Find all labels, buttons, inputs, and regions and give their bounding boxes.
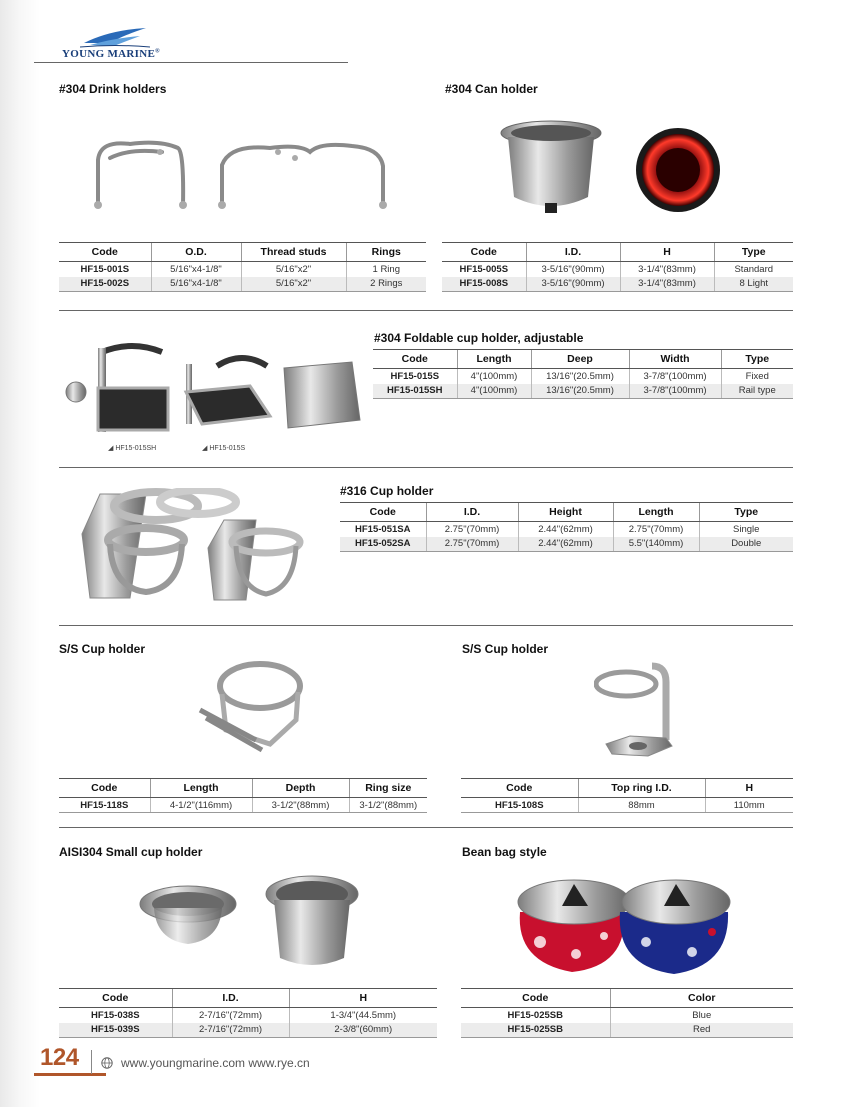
section-divider	[59, 827, 793, 828]
footer-accent-rule	[34, 1073, 106, 1076]
ss-cup-right-table: Code Top ring I.D. H HF15-108S 88mm 110mm	[461, 778, 793, 813]
col-od: O.D.	[151, 243, 241, 262]
section-title-bean-bag: Bean bag style	[462, 845, 547, 859]
foldable-table: Code Length Deep Width Type HF15-015S 4"(100mm) 13/16"(20.5mm) 3-7/8"(100mm) Fixed HF15-015SH 4"(100mm) 13/16"(20.5mm) 3-7/8"(100mm) Rail type	[373, 349, 793, 399]
ss-cup-left-table: Code Length Depth Ring size HF15-118S 4-1/2"(116mm) 3-1/2"(88mm) 3-1/2"(88mm)	[59, 778, 427, 813]
ss-cup-holder-ring-icon	[192, 660, 312, 760]
section-title-ss-cup-left: S/S Cup holder	[59, 642, 146, 656]
table-row: HF15-001S 5/16"x4-1/8" 5/16"x2" 1 Ring	[59, 262, 426, 277]
bean-bag-table: Code Color HF15-025SB Blue HF15-025SB Red	[461, 988, 793, 1038]
can-holder-table: Code I.D. H Type HF15-005S 3-5/16"(90mm) 3-1/4"(83mm) Standard HF15-008S 3-5/16"(90mm) 3-1/4"(83mm) 8 Light	[442, 242, 793, 292]
section-title-small-cup: AISI304 Small cup holder	[59, 845, 203, 859]
sailboat-logo-icon	[80, 26, 150, 48]
section-title-foldable: #304 Foldable cup holder, adjustable	[374, 331, 584, 345]
table-row: HF15-108S 88mm 110mm	[461, 798, 793, 813]
small-cup-table: Code I.D. H HF15-038S 2-7/16"(72mm) 1-3/4"(44.5mm) HF15-039S 2-7/16"(72mm) 2-3/8"(60mm)	[59, 988, 437, 1038]
table-row: HF15-038S 2-7/16"(72mm) 1-3/4"(44.5mm)	[59, 1008, 437, 1023]
table-row: HF15-039S 2-7/16"(72mm) 2-3/8"(60mm)	[59, 1023, 437, 1038]
cup316-table: Code I.D. Height Length Type HF15-051SA 2.75"(70mm) 2.44"(62mm) 2.75"(70mm) Single HF15-052SA 2.75"(70mm) 2.44"(62mm) 5.5"(140mm) Double	[340, 502, 793, 552]
section-title-cup316: #316 Cup holder	[340, 484, 434, 498]
section-divider	[59, 625, 793, 626]
table-row: HF15-005S 3-5/16"(90mm) 3-1/4"(83mm) Standard	[442, 262, 793, 277]
table-row: HF15-051SA 2.75"(70mm) 2.44"(62mm) 2.75"(70mm) Single	[340, 522, 793, 537]
brand-logo	[62, 26, 172, 62]
brand-name: YOUNG MARINE®	[62, 48, 160, 60]
caption-hf15-015sh: ◢ HF15-015SH	[108, 445, 157, 452]
footer-separator	[91, 1050, 92, 1074]
section-title-drink-holders: #304 Drink holders	[59, 82, 167, 96]
cup-holder-316-icon	[76, 488, 336, 613]
table-row: HF15-025SB Blue	[461, 1008, 793, 1023]
table-row: HF15-118S 4-1/2"(116mm) 3-1/2"(88mm) 3-1/2"(88mm)	[59, 798, 427, 813]
col-rings: Rings	[346, 243, 426, 262]
caption-hf15-015s: ◢ HF15-015S	[202, 445, 246, 452]
small-cup-holder-icon	[138, 874, 368, 974]
can-holder-icon	[498, 115, 728, 225]
table-row: HF15-002S 5/16"x4-1/8" 5/16"x2" 2 Rings	[59, 277, 426, 292]
table-row: HF15-025SB Red	[461, 1023, 793, 1038]
foldable-cup-holder-icon	[62, 340, 362, 440]
footer-urls[interactable]: www.youngmarine.com www.rye.cn	[121, 1056, 310, 1070]
table-row: HF15-015S 4"(100mm) 13/16"(20.5mm) 3-7/8"(100mm) Fixed	[373, 369, 793, 384]
header-divider	[34, 62, 348, 63]
table-row: HF15-052SA 2.75"(70mm) 2.44"(62mm) 5.5"(140mm) Double	[340, 537, 793, 552]
table-row: HF15-008S 3-5/16"(90mm) 3-1/4"(83mm) 8 Light	[442, 277, 793, 292]
drink-holder-icon	[80, 130, 400, 215]
bean-bag-cup-holder-icon	[516, 872, 736, 982]
globe-icon	[101, 1057, 113, 1069]
section-title-can-holder: #304 Can holder	[445, 82, 538, 96]
ss-cup-holder-bracket-icon	[594, 662, 694, 762]
col-code: Code	[59, 243, 151, 262]
section-divider	[59, 467, 793, 468]
section-title-ss-cup-right: S/S Cup holder	[462, 642, 549, 656]
section-divider	[59, 310, 793, 311]
page-number: 124	[40, 1044, 79, 1071]
col-thread-studs: Thread studs	[241, 243, 346, 262]
table-row: HF15-015SH 4"(100mm) 13/16"(20.5mm) 3-7/8"(100mm) Rail type	[373, 384, 793, 399]
drink-holders-table	[59, 242, 426, 292]
